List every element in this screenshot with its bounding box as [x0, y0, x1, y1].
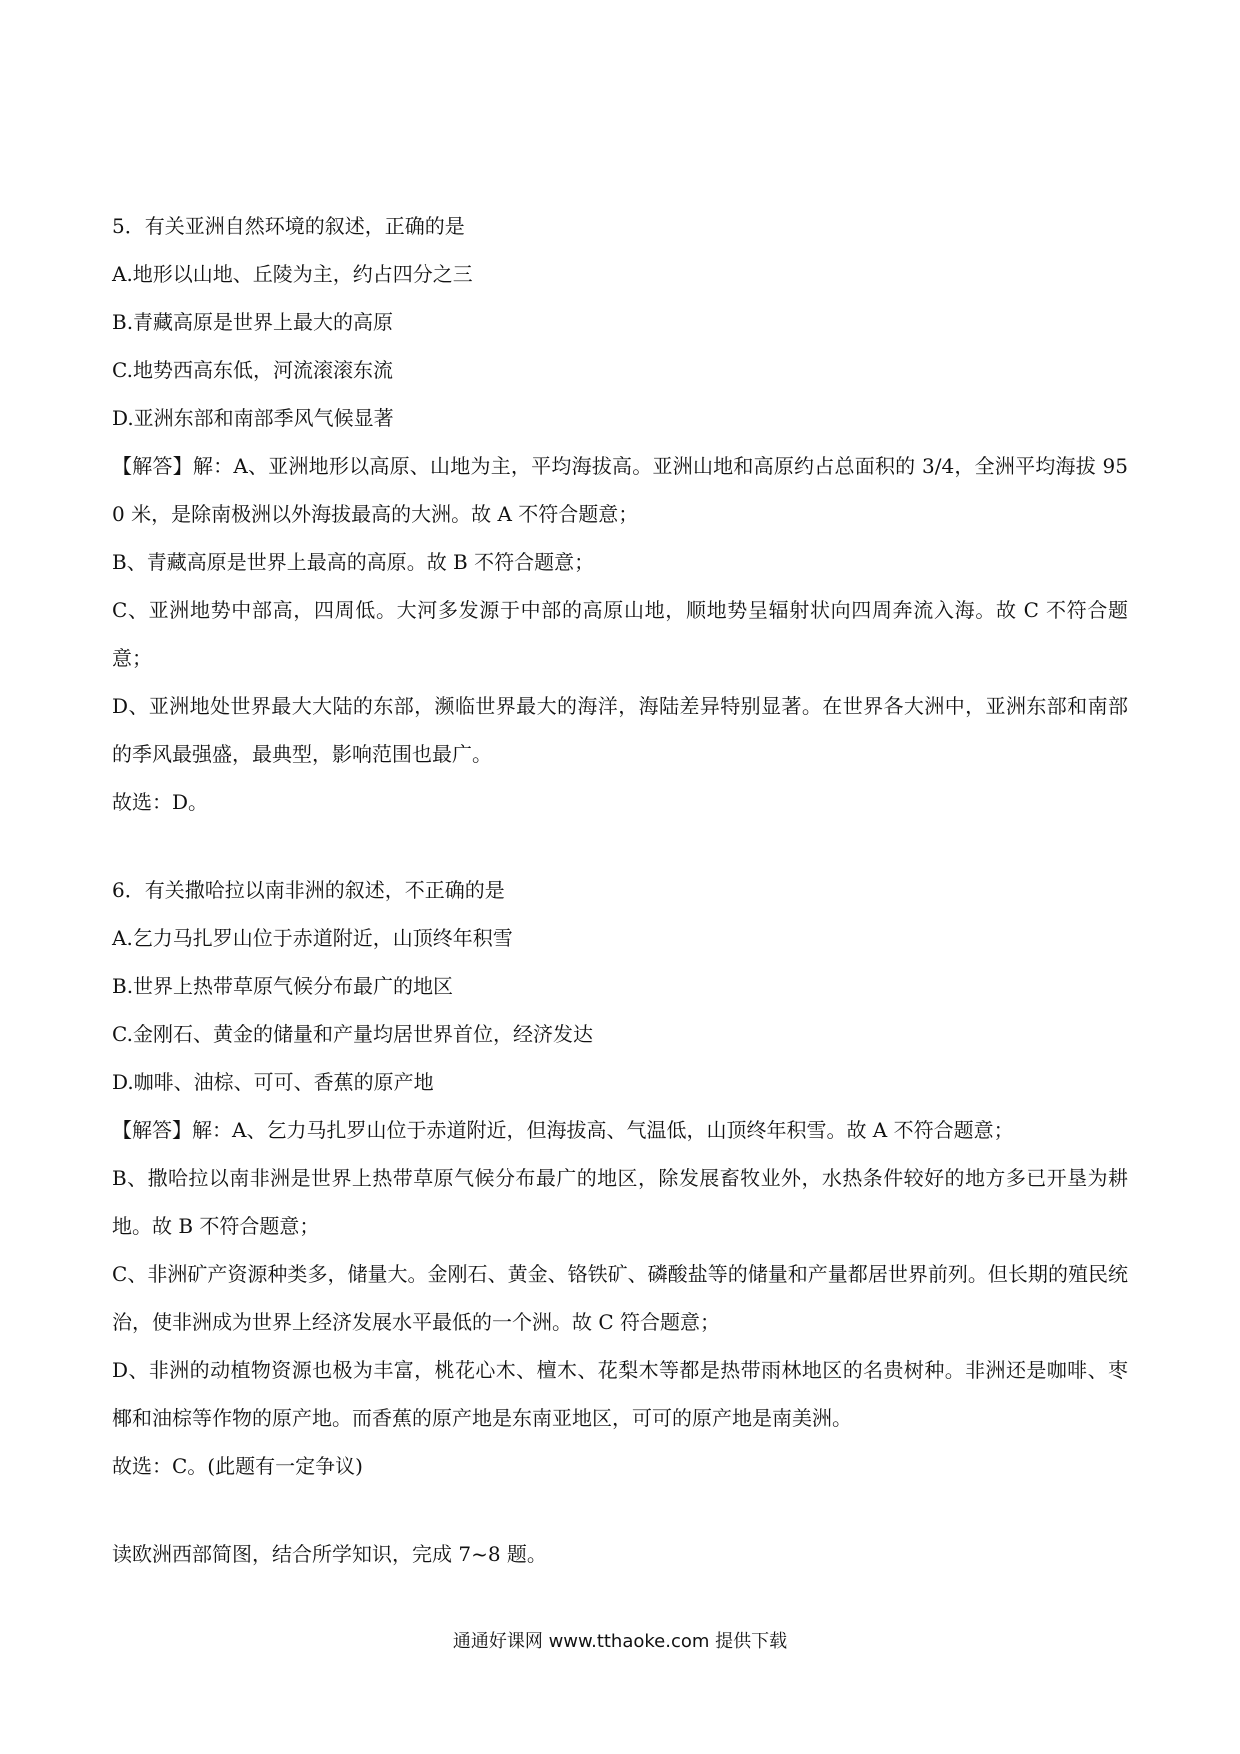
question-5-choice: 故选：D。: [112, 790, 209, 814]
question-6-stem: 6．有关撒哈拉以南非洲的叙述，不正确的是: [112, 878, 505, 902]
question-6-option-d: D.咖啡、油棕、可可、香蕉的原产地: [112, 1070, 434, 1094]
question-6-option-a: A.乞力马扎罗山位于赤道附近，山顶终年积雪: [112, 926, 513, 950]
question-5: [112, 202, 1128, 826]
question-5-answer-b: B、青藏高原是世界上最高的高原。故 B 不符合题意；: [112, 550, 595, 574]
section-gap: [112, 826, 1128, 866]
question-6-option-b: B.世界上热带草原气候分布最广的地区: [112, 974, 454, 998]
question-6-answer-c: C、非洲矿产资源种类多，储量大。金刚石、黄金、铬铁矿、磷酸盐等的储量和产量都居世界前列。但长期的殖民统治，使非洲成为世界上经济发展水平最低的一个洲。故 C 符合题意；: [112, 1262, 1128, 1334]
question-5-option-a: A.地形以山地、丘陵为主，约占四分之三: [112, 262, 473, 286]
question-5-answer-d: D、亚洲地处世界最大大陆的东部，濒临世界最大的海洋，海陆差异特别显著。在世界各大洲中，亚洲东部和南部的季风最强盛，最典型，影响范围也最广。: [112, 694, 1128, 766]
question-5-option-b: B.青藏高原是世界上最大的高原: [112, 310, 394, 334]
question-7-8-intro: 读欧洲西部简图，结合所学知识，完成 7~8 题。: [112, 1542, 547, 1566]
question-5-answer-a: 【解答】解：A、亚洲地形以高原、山地为主，平均海拔高。亚洲山地和高原约占总面积的 3/4，全洲平均海拔 950 米，是除南极洲以外海拔最高的大洲。故 A 不符合题意；: [112, 454, 1128, 526]
question-5-option-c: C.地势西高东低，河流滚滚东流: [112, 358, 393, 382]
question-6-answer-a: 【解答】解：A、乞力马扎罗山位于赤道附近，但海拔高、气温低，山顶终年积雪。故 A 不符合题意；: [112, 1118, 1014, 1142]
section-gap: [112, 1490, 1128, 1530]
question-5-option-d: D.亚洲东部和南部季风气候显著: [112, 406, 394, 430]
page-footer: 通通好课网 www.tthaoke.com 提供下载: [452, 1631, 788, 1652]
question-6-answer-d: D、非洲的动植物资源也极为丰富，桃花心木、檀木、花梨木等都是热带雨林地区的名贵树种。非洲还是咖啡、枣椰和油棕等作物的原产地。而香蕉的原产地是东南亚地区，可可的原产地是南美洲。: [112, 1358, 1128, 1430]
question-5-stem: 5．有关亚洲自然环境的叙述，正确的是: [112, 214, 465, 238]
question-5-answer-c: C、亚洲地势中部高，四周低。大河多发源于中部的高原山地，顺地势呈辐射状向四周奔流入海。故 C 不符合题意；: [112, 598, 1128, 670]
question-6: [112, 866, 1128, 1490]
question-6-option-c: C.金刚石、黄金的储量和产量均居世界首位，经济发达: [112, 1022, 593, 1046]
question-6-answer-b: B、撒哈拉以南非洲是世界上热带草原气候分布最广的地区，除发展畜牧业外，水热条件较好的地方多已开垦为耕地。故 B 不符合题意；: [112, 1166, 1128, 1238]
question-6-choice: 故选：C。(此题有一定争议): [112, 1454, 363, 1478]
document-content: [112, 202, 1128, 1578]
